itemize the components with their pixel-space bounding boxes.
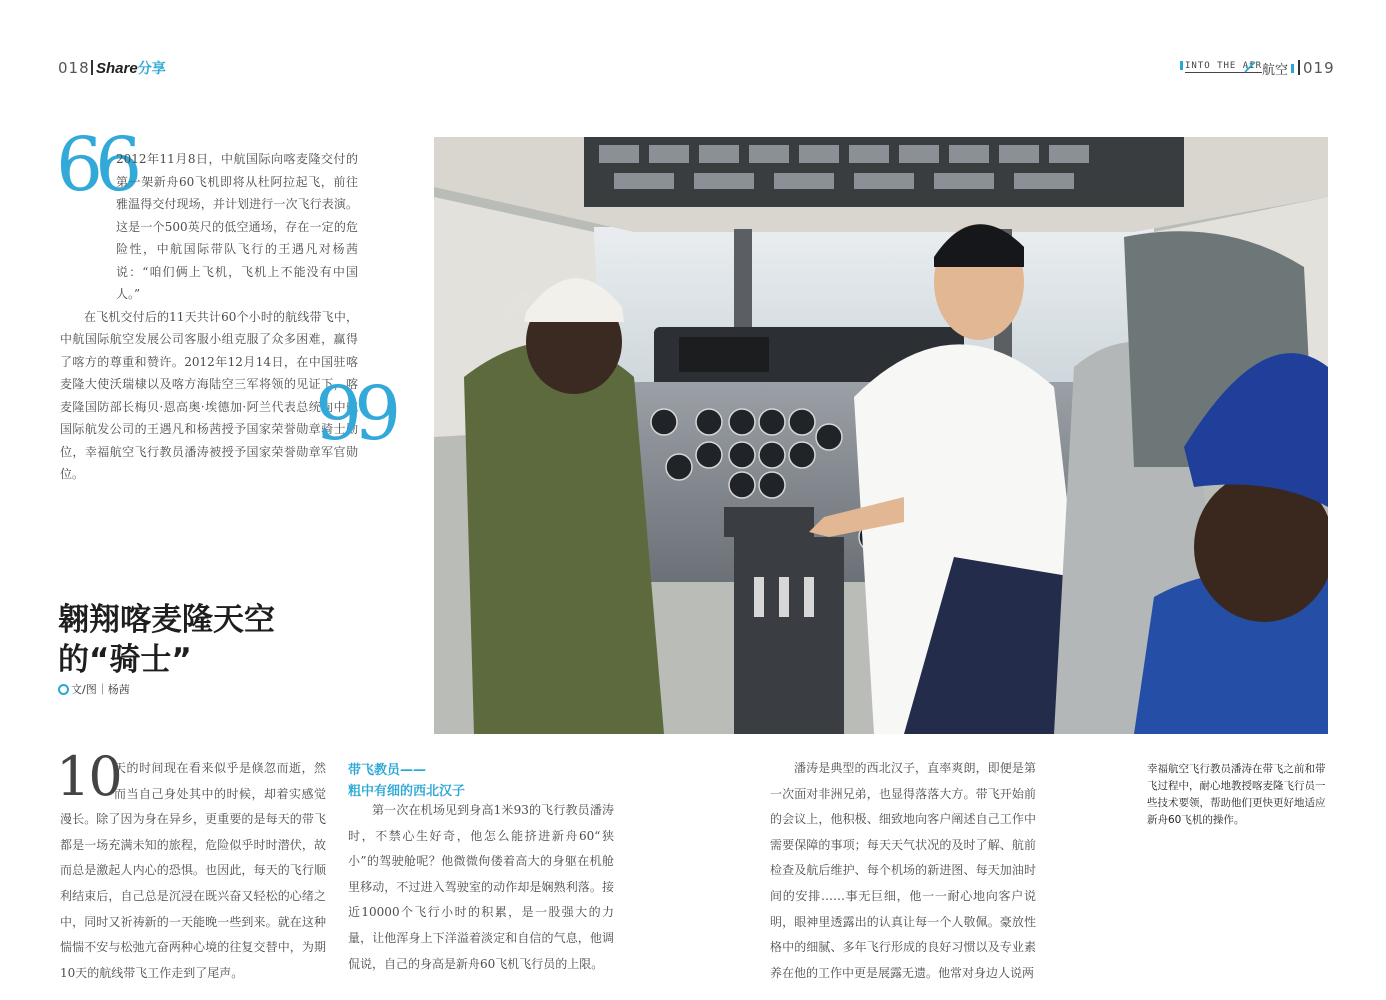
dropcap-spacer <box>60 756 114 800</box>
body-column-3 <box>770 756 1036 986</box>
into-air-mark <box>1180 61 1183 70</box>
subhead-line-2: 粗中有细的西北汉子 <box>348 784 466 799</box>
article-title <box>58 600 275 680</box>
header-divider-right <box>1298 60 1300 75</box>
title-line-2: 的“骑士” <box>58 642 192 678</box>
col3-paragraph: 潘涛是典型的西北汉子，直率爽朗，即便是第一次面对非洲兄弟，也显得落落大方。带飞开始前的会议上，他积极、细致地向客户阐述自己工作中需要保障的事项；每天天气状况的及时了解、航前检查及航后维护、每个机场的新进图、每天加油时间的安排……事无巨细，他一一耐心地向客户说明，眼神里透露出的认真让每一个人敬佩。豪放性格中的细腻、多年飞行形成的良好习惯以及专业素养在他的工作中更是展露无遗。他常对身边人说两 <box>770 761 1036 980</box>
col2-paragraph: 第一次在机场见到身高1米93的飞行教员潘涛时，不禁心生好奇，他怎么能挤进新舟60“狭小”的驾驶舱呢？他微微佝偻着高大的身躯在机舱里移动，不过进入驾驶室的动作却是娴熟利落。接近10000个飞行小时的积累，是一股强大的力量，让他浑身上下洋溢着淡定和自信的气息，他调侃说，自己的身高是新舟60飞机飞行员的上限。 <box>348 803 614 971</box>
close-quote-mark: 99 <box>315 371 394 457</box>
section-logo-share <box>96 58 166 78</box>
section-title-cn: 航空 <box>1262 63 1289 78</box>
quote-paragraph-2: 在飞机交付后的11天共计60个小时的航线带飞中，中航国际航空发展公司客服小组克服了众多困难，赢得了喀方的尊重和赞许。2012年12月14日，在中国驻喀麦隆大使沃瑞棣以及喀方海陆空三军将领的见证下，喀麦隆国防部长梅贝·恩高奥·埃德加·阿兰代表总统向中航国际航发公司的王遇凡和杨茜授予国家荣誉勋章骑士勋位，幸福航空飞行教员潘涛被授予国家荣誉勋章军官勋位。 <box>60 309 358 481</box>
into-the-air-label: INTO THE AIR <box>1185 61 1263 71</box>
header-divider-left <box>91 60 93 75</box>
dropcap: 10 <box>56 745 121 808</box>
subhead <box>348 760 465 802</box>
right-page-number: 019 <box>1303 59 1335 77</box>
share-cn-label: 分享 <box>137 61 166 77</box>
section-accent-mark <box>1291 64 1294 73</box>
col1-paragraph <box>60 756 326 986</box>
cockpit-photo <box>434 137 1328 734</box>
share-en-label: Share <box>96 60 138 77</box>
byline-circle-icon <box>58 684 69 695</box>
open-quote-mark: 66 <box>56 122 135 208</box>
left-page-number: 018 <box>58 59 90 77</box>
body-column-1 <box>60 756 326 986</box>
byline: 文/图｜杨茜 <box>71 683 130 696</box>
plane-icon <box>1243 59 1257 78</box>
body-column-2 <box>348 798 614 977</box>
title-line-1: 翱翔喀麦隆天空 <box>58 602 275 638</box>
subhead-line-1: 带飞教员—— <box>348 763 427 778</box>
col1-text: 天的时间现在看来似乎是倏忽而逝，然而当自己身处其中的时候，却着实感觉漫长。除了因为身在异乡，更重要的是每天的带飞都是一场充满未知的旅程，危险似乎时时潜伏，故而总是激起人内心的恐惧。也因此，每天的飞行顺利结束后，自己总是沉浸在既兴奋又轻松的心绪之中，同时又祈祷新的一天能晚一些到来。就在这种惴惴不安与松弛亢奋两种心境的往复交替中，为期10天的航线带飞工作走到了尾声。 <box>60 761 326 980</box>
quote-paragraph-1: 2012年11月8日，中航国际向喀麦隆交付的第一架新舟60飞机即将从杜阿拉起飞，前往雅温得交付现场，并计划进行一次飞行表演。这是一个500英尺的低空通场，存在一定的危险性，中航国际带队飞行的王遇凡对杨茜说：“咱们俩上飞机，飞机上不能没有中国人。” <box>116 152 358 301</box>
pull-quote <box>60 148 358 486</box>
photo-caption: 幸福航空飞行教员潘涛在带飞之前和带飞过程中，耐心地教授喀麦隆飞行员一些技术要领，帮助他们更快更好地适应新舟60飞机的操作。 <box>1147 763 1326 826</box>
